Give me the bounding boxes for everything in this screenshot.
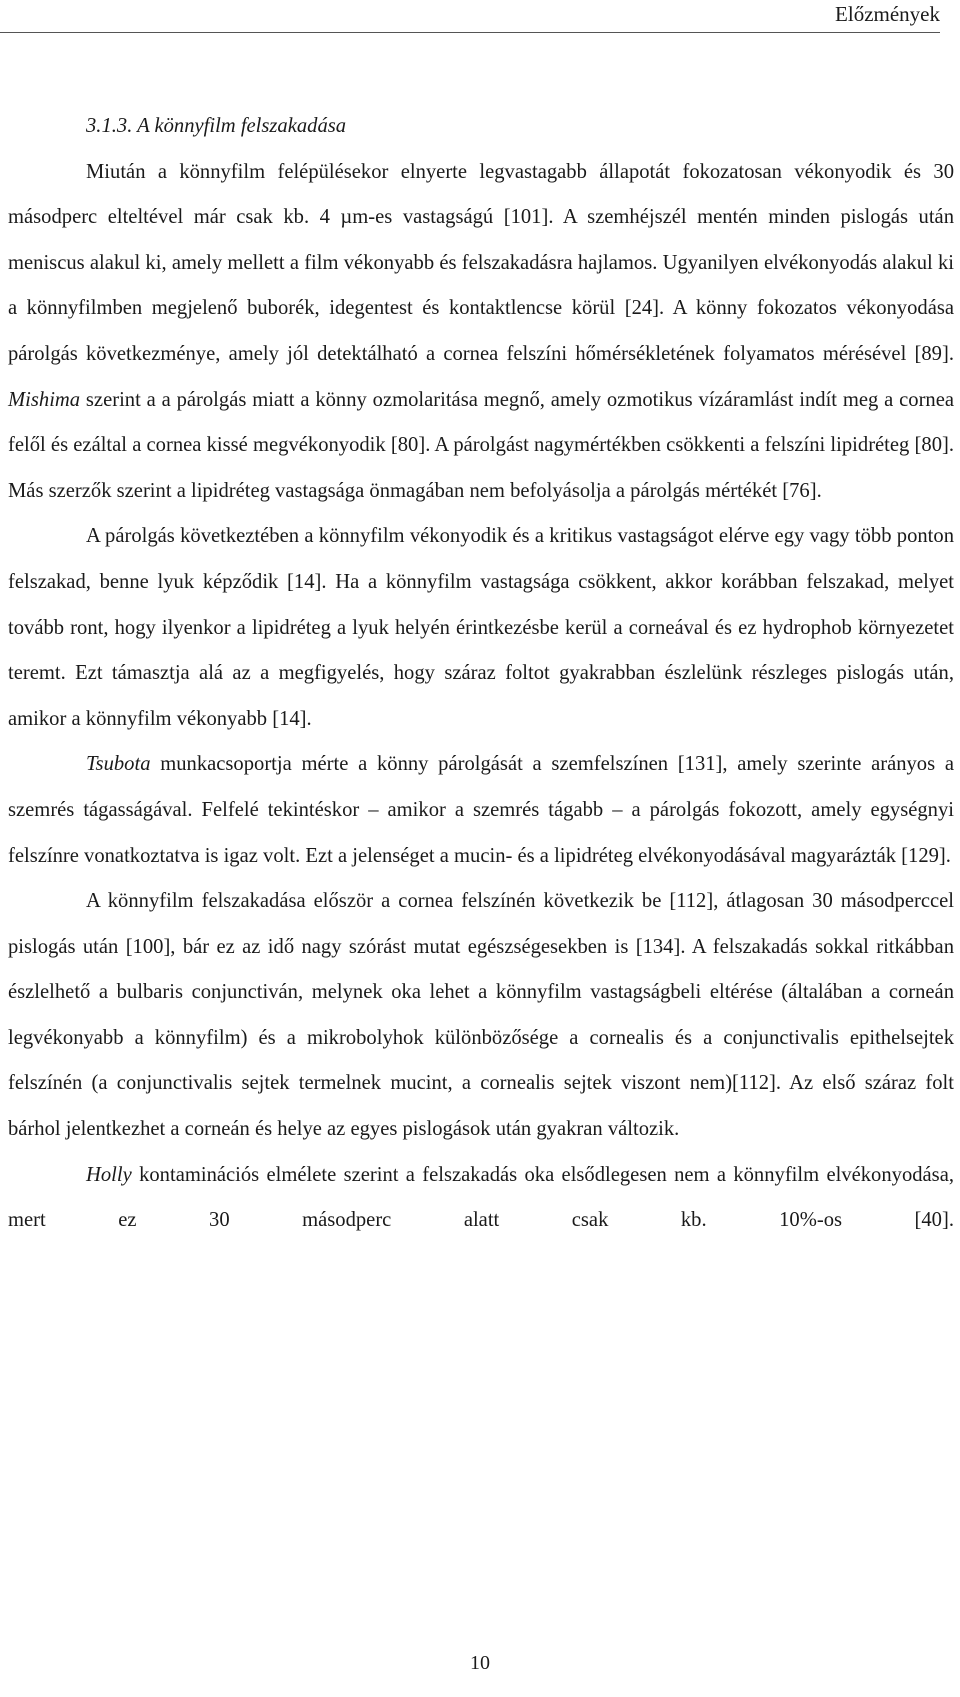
running-header-title: Előzmények bbox=[835, 2, 940, 26]
paragraph-3-text: munkacsoportja mérte a könny párolgását a szemfelszínen [131], amely szerinte arányos a szemrés tágasságával. Felfelé tekintéskor – amikor a szemrés tágabb – a párolgás fokozott, amely egységnyi felszínre vonatkoztatva is igaz volt. Ezt a jelenséget a mucin- és a lipidréteg elvékonyodásával magyarázták [129]. bbox=[8, 753, 954, 867]
author-name-tsubota: Tsubota bbox=[86, 753, 151, 776]
paragraph-4 bbox=[8, 879, 954, 1153]
paragraph-2 bbox=[8, 514, 954, 742]
page-number: 10 bbox=[470, 1652, 490, 1674]
author-name-mishima: Mishima bbox=[8, 388, 81, 411]
paragraph-1-text-a: Miután a könnyfilm felépülésekor elnyerte legvastagabb állapotát fokozatosan vékonyodik és 30 másodperc elteltével már csak kb. 4 µm-es vastagságú [101]. A szemhéjszél mentén minden pislogás után meniscus alakul ki, amely mellett a film vékonyabb és felszakadásra hajlamos. Ugyanilyen elvékonyodás alakul ki a könnyfilmben megjelenő buborék, idegentest és kontaktlencse körül [24]. A könny fokozatos vékonyodása párolgás következménye, amely jól detektálható a cornea felszíni hőmérsékletének folyamatos mérésével [89]. bbox=[8, 160, 954, 365]
section-heading: 3.1.3. A könnyfilm felszakadása bbox=[86, 115, 347, 137]
author-name-holly: Holly bbox=[86, 1163, 132, 1186]
paragraph-5-text: kontaminációs elmélete szerint a felszakadás oka elsődlegesen nem a könnyfilm elvékonyodása, mert ez 30 másodperc alatt csak kb. 10%-os [40]. bbox=[8, 1163, 954, 1232]
header-divider bbox=[0, 32, 940, 33]
paragraph-1-text-b: szerint a a párolgás miatt a könny ozmolaritása megnő, amely ozmotikus vízáramlást indít meg a cornea felől és ezáltal a cornea kissé megvékonyodik [80]. A párolgást nagymértékben csökkenti a felszíni lipidréteg [80]. Más szerzők szerint a lipidréteg vastagsága önmagában nem befolyásolja a párolgás mértékét [76]. bbox=[8, 388, 954, 502]
paragraph-5 bbox=[8, 1153, 954, 1244]
page-body bbox=[8, 104, 954, 1244]
paragraph-2-text: A párolgás következtében a könnyfilm vékonyodik és a kritikus vastagságot elérve egy vagy több ponton felszakad, benne lyuk képződik [14]. Ha a könnyfilm vastagsága csökkent, akkor korábban felszakad, melyet tovább ront, hogy ilyenkor a lipidréteg a lyuk helyén érintkezésbe kerül a corneával és ez hydrophob környezetet teremt. Ezt támasztja alá az a megfigyelés, hogy száraz foltot gyakrabban észlelünk részleges pislogás után, amikor a könnyfilm vékonyabb [14]. bbox=[8, 525, 954, 730]
paragraph-1 bbox=[8, 150, 954, 515]
paragraph-3 bbox=[8, 742, 954, 879]
paragraph-4-text: A könnyfilm felszakadása először a cornea felszínén következik be [112], átlagosan 30 másodperccel pislogás után [100], bár ez az idő nagy szórást mutat egészségesekben is [134]. A felszakadás sokkal ritkábban észlelhető a bulbaris conjunctiván, melynek oka lehet a könnyfilm vastagságbeli eltérése (általában a corneán legvékonyabb a könnyfilm) és a mikrobolyhok különbözősége a cornealis és a conjunctivalis epithelsejtek felszínén (a conjunctivalis sejtek termelnek mucint, a cornealis sejtek viszont nem)[112]. Az első száraz folt bárhol jelentkezhet a corneán és helye az egyes pislogások után gyakran változik. bbox=[8, 890, 954, 1141]
